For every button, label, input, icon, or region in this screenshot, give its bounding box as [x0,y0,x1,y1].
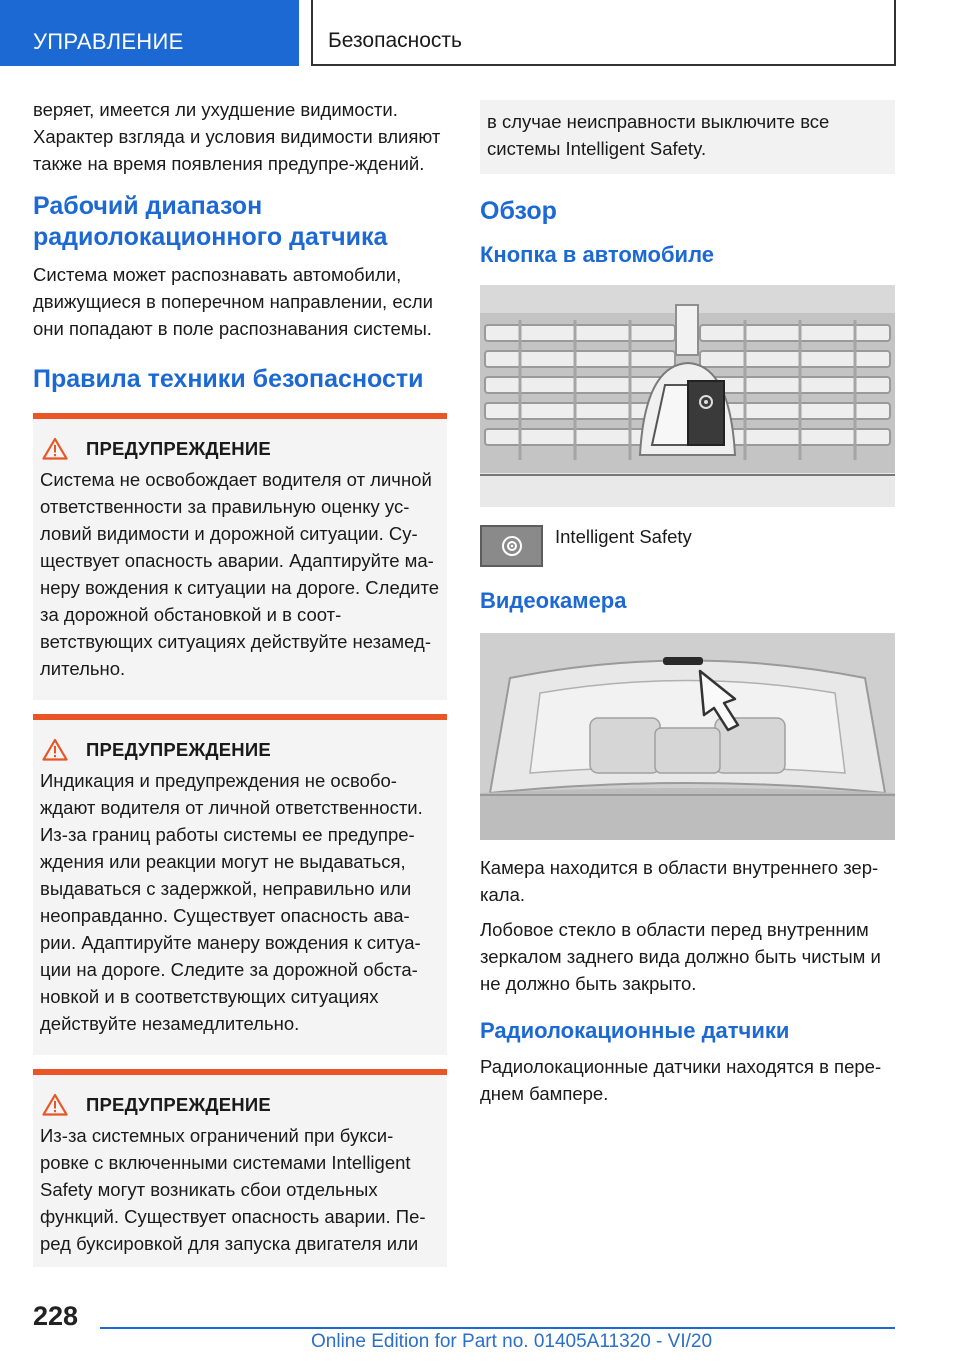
camera-paragraph-2: Лобовое стекло в области перед внутренним зеркалом заднего вида должно быть чистым и не должно быть закрыто. [480,919,881,994]
intro-paragraph: веряет, имеется ли ухудшение видимости. Характер взгляда и условия видимости влияют также на время появления предупре-ждений. [33,99,441,174]
warning-text: Из-за системных ограничений при букси-ровке с включенными системами Intelligent Safety могут возникать сбои отдельных функций. Существует опасность аварии. Пе-ред буксировкой для запуска двигателя или [40,1125,426,1254]
warning-triangle-icon [42,1093,68,1116]
footer-edition: Online Edition for Part no. 01405A11320 - VI/20 [311,1331,713,1352]
footer-divider [100,1327,895,1329]
header-section-label: УПРАВЛЕНИЕ [33,29,184,54]
button-legend [480,525,895,567]
radar-paragraph: Радиолокационные датчики находятся в пере-днем бампере. [480,1056,882,1104]
range-heading: Рабочий диапазон радиолокационного датчика [33,192,388,251]
warning-title: ПРЕДУПРЕЖДЕНИЕ [86,1093,271,1115]
overview-heading: Обзор [480,197,557,225]
header-chapter-label: Безопасность [328,29,462,52]
warning-box-3 [33,1069,447,1267]
safety-heading: Правила техники безопасности [33,365,424,393]
intelligent-safety-button-icon [480,525,543,567]
radar-heading: Радиолокационные датчики [480,1018,790,1043]
camera-location-image [480,633,895,840]
warning-text: Индикация и предупреждения не освобо-ждают водителя от личной ответственности. Из-за границ работы системы ее предупре-ждения или реакции могут не выдаваться, выдаваться с задержкой, неправильно или неоправданно. Существует опасность ава-рии. Адаптируйте манеру вождения к ситуа-ции на дороге. Следите за дорожной обста-новкой и в соответствующих ситуациях действуйте незамедлительно. [40,770,423,1034]
header-section-tab [0,0,299,66]
button-label: Intelligent Safety [555,526,692,547]
right-column [480,100,895,1115]
warning-box-2 [33,714,447,1055]
warning-text: Система не освобождает водителя от личной ответственности за правильную оценку ус-ловий видимости и дорожной ситуации. Су-ществует опасность аварии. Адаптируйте ма-неру вождения к ситуации на дороге. Следите за дорожной обстановкой и в соот-ветствующих ситуациях действуйте незамед-лительно. [40,469,440,679]
camera-paragraph-1: Камера находится в области внутреннего зер-кала. [480,857,879,905]
button-location-image [480,285,895,507]
camera-heading: Видеокамера [480,588,627,613]
header-chapter-box [311,0,896,66]
warning-title: ПРЕДУПРЕЖДЕНИЕ [86,738,271,760]
range-paragraph: Система может распознавать автомобили, движущиеся в поперечном направлении, если они попадают в поле распознавания системы. [33,264,434,339]
button-heading: Кнопка в автомобиле [480,242,714,267]
warning-box-1 [33,413,447,700]
note-box [480,100,895,174]
page-number: 228 [33,1301,79,1331]
warning-title: ПРЕДУПРЕЖДЕНИЕ [86,437,271,459]
warning-triangle-icon [42,437,68,460]
warning-triangle-icon [42,738,68,761]
left-column [33,96,447,1281]
note-text: в случае неисправности выключите все системы Intelligent Safety. [487,111,830,159]
